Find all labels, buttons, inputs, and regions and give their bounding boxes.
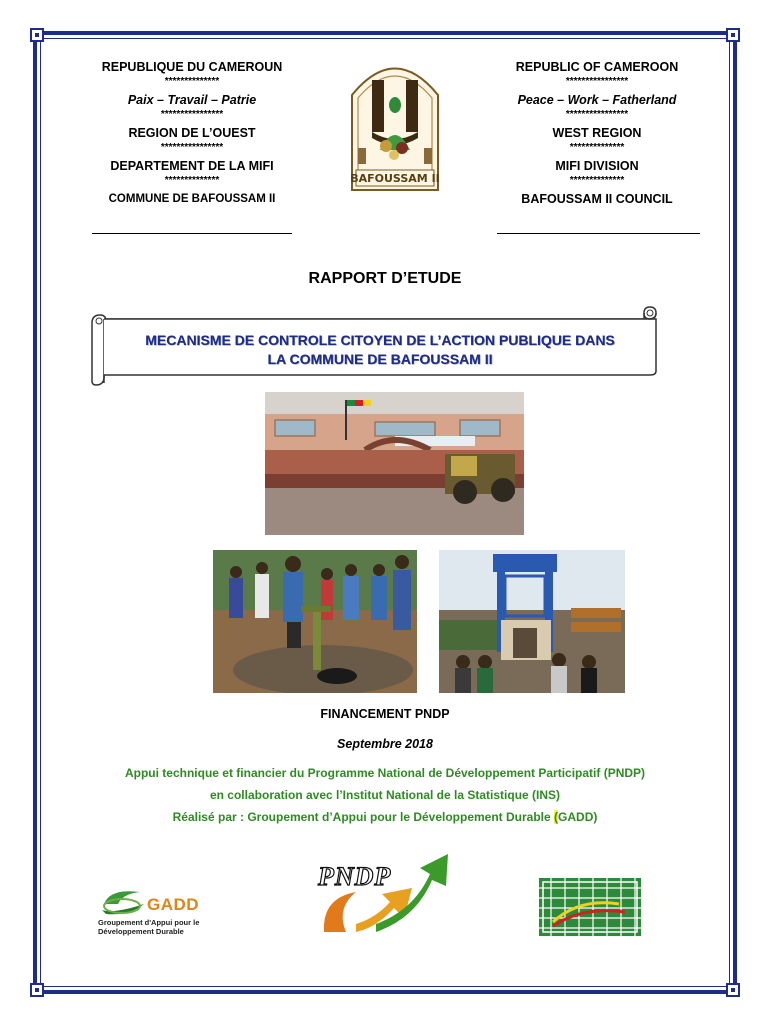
separator-stars: ****************	[565, 109, 629, 120]
separator-stars: **************	[164, 175, 220, 186]
border-corner-ornament	[726, 28, 740, 42]
highlighted-paren: (	[554, 810, 559, 824]
commune-fr: COMMUNE DE BAFOUSSAM II	[108, 193, 276, 205]
region-en: WEST REGION	[552, 126, 642, 140]
bafoussam-emblem-logo	[344, 50, 446, 192]
border-corner-ornament	[726, 983, 740, 997]
separator-stars: ****************	[160, 109, 224, 120]
gadd-logo-text: GADD	[147, 895, 200, 914]
separator-stars: ****************	[565, 76, 629, 87]
subtitle-line: LA COMMUNE DE BAFOUSSAM II	[267, 351, 493, 367]
author-prefix: Réalisé par : Groupement d’Appui pour le Développement Durable	[172, 810, 555, 824]
report-title: RAPPORT D’ETUDE	[308, 270, 462, 287]
emblem-caption: BAFOUSSAM II	[350, 172, 440, 185]
author-suffix: GADD)	[558, 810, 598, 824]
financing-label: FINANCEMENT PNDP	[320, 707, 450, 721]
separator-stars: **************	[164, 76, 220, 87]
pndp-logo-text: PNDP	[318, 862, 392, 891]
support-line-author	[0, 810, 770, 824]
ins-logo-icon	[539, 878, 641, 936]
header-french	[92, 58, 292, 209]
header-divider	[497, 233, 700, 234]
water-tower-photo	[439, 550, 625, 693]
country-name-fr: REPUBLIQUE DU CAMEROUN	[101, 60, 283, 74]
separator-stars: **************	[569, 142, 625, 153]
motto-fr: Paix – Travail – Patrie	[127, 93, 257, 107]
report-date: Septembre 2018	[337, 737, 433, 751]
department-fr: DEPARTEMENT DE LA MIFI	[110, 159, 274, 173]
report-subtitle	[110, 331, 650, 369]
separator-stars: **************	[569, 175, 625, 186]
border-corner-ornament	[30, 983, 44, 997]
support-line: en collaboration avec l’Institut National de la Statistique (INS)	[209, 788, 561, 802]
department-en: MIFI DIVISION	[555, 159, 639, 173]
border-corner-ornament	[30, 28, 44, 42]
header-divider	[92, 233, 292, 234]
country-name-en: REPUBLIC OF CAMEROON	[515, 60, 679, 74]
water-pump-photo	[213, 550, 417, 693]
commune-en: BAFOUSSAM II COUNCIL	[521, 192, 673, 206]
support-line: Appui technique et financier du Programme National de Développement Participatif (PNDP)	[124, 766, 646, 780]
motto-en: Peace – Work – Fatherland	[517, 93, 677, 107]
header-english	[497, 58, 697, 209]
subtitle-line: MECANISME DE CONTROLE CITOYEN DE L’ACTION PUBLIQUE DANS	[145, 332, 615, 348]
separator-stars: ****************	[160, 142, 224, 153]
region-fr: REGION DE L’OUEST	[128, 126, 256, 140]
town-hall-photo	[265, 392, 524, 535]
gadd-logo-subtitle: Groupement d'Appui pour le Développement Durable	[98, 918, 200, 936]
